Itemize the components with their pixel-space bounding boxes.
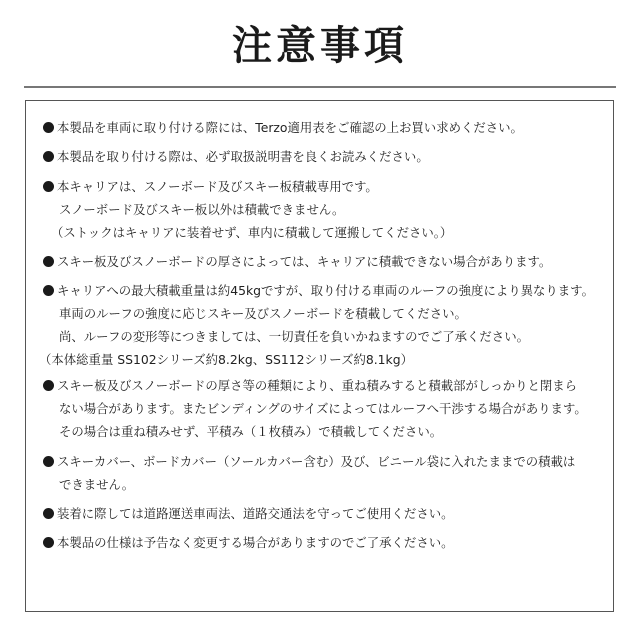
notice-item-5 <box>39 279 615 371</box>
notice-item-6 <box>43 374 615 443</box>
notice-item-3 <box>43 175 615 244</box>
notice-line: スキー板及びスノーボードの厚さによっては、キャリアに積載できない場合があります。 <box>57 254 552 269</box>
bullet-icon <box>43 151 54 162</box>
bullet-icon <box>43 380 54 391</box>
notice-item-4 <box>43 250 615 273</box>
notice-line: 尚、ルーフの変形等につきましては、一切責任を負いかねますのでご了承ください。 <box>59 329 529 344</box>
bullet-icon <box>43 537 54 548</box>
notice-line: 車両のルーフの強度に応じスキー及びスノーボードを積載してください。 <box>59 306 467 321</box>
notice-item-7 <box>43 450 615 496</box>
notice-line: ない場合があります。またビンディングのサイズによってはルーフへ干渉する場合があります。 <box>59 401 587 416</box>
bullet-icon <box>43 456 54 467</box>
notice-line: 装着に際しては道路運送車両法、道路交通法を守ってご使用ください。 <box>57 506 454 521</box>
notice-item-9 <box>43 531 615 554</box>
notice-line: スキーカバー、ボードカバー（ソールカバー含む）及び、ビニール袋に入れたままでの積載は <box>57 454 576 469</box>
bullet-icon <box>43 285 54 296</box>
page-title: 注意事項 <box>232 23 408 69</box>
notice-line: キャリアへの最大積載重量は約45kgですが、取り付ける車両のルーフの強度により異なります。 <box>57 283 594 298</box>
bullet-icon <box>43 508 54 519</box>
notice-line: 本製品の仕様は予告なく変更する場合がありますのでご了承ください。 <box>57 535 454 550</box>
notice-item-1 <box>43 116 615 139</box>
notice-item-2 <box>43 145 615 168</box>
notice-line: （本体総重量 SS102シリーズ約8.2kg、SS112シリーズ約8.1kg） <box>39 352 413 367</box>
notice-line: できません。 <box>59 477 135 492</box>
notice-line: スキー板及びスノーボードの厚さ等の種類により、重ね積みすると積載部がしっかりと閉まら <box>57 378 578 393</box>
notice-line: スノーボード及びスキー板以外は積載できません。 <box>59 202 345 217</box>
notice-line: 本キャリアは、スノーボード及びスキー板積載専用です。 <box>57 179 378 194</box>
notice-line: 本製品を車両に取り付ける際には、Terzo適用表をご確認の上お買い求めください。 <box>57 120 523 135</box>
bullet-icon <box>43 181 54 192</box>
bullet-icon <box>43 256 54 267</box>
title-divider <box>24 86 616 88</box>
bullet-icon <box>43 122 54 133</box>
notice-line: （ストックはキャリアに装着せず、車内に積載して運搬してください。） <box>51 225 453 240</box>
notice-line: 本製品を取り付ける際は、必ず取扱説明書を良くお読みください。 <box>57 149 429 164</box>
notice-item-8 <box>43 502 615 525</box>
notice-line: その場合は重ね積みせず、平積み（１枚積み）で積載してください。 <box>59 424 443 439</box>
